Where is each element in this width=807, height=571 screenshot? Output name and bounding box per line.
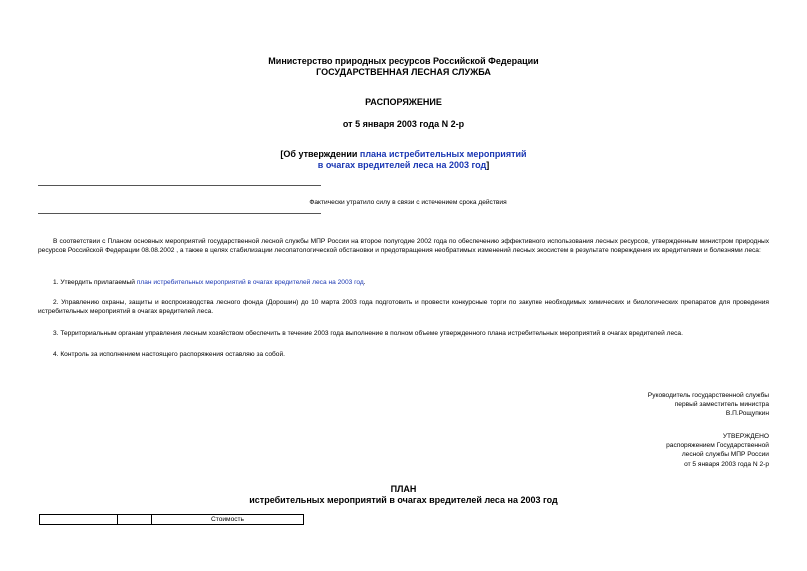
subject-link-line-2[interactable]: в очагах вредителей леса на 2003 год xyxy=(317,160,487,170)
divider-top xyxy=(38,185,321,186)
item1-prefix: 1. Утвердить прилагаемый xyxy=(53,279,137,286)
subject-line-1 xyxy=(0,149,807,160)
approval-line-3: лесной службы МПР России xyxy=(681,451,769,459)
subject-link-line-1[interactable]: плана истребительных мероприятий xyxy=(359,149,527,159)
table-header-row xyxy=(40,515,304,525)
divider-bottom xyxy=(38,213,321,214)
subject-suffix: ] xyxy=(486,160,490,170)
order-item-2: 2. Управлению охраны, защиты и воспроизводства лесного фонда (Дорошин) до 10 марта 2003 года подготовить и провести конкурсные торги по закупке необходимых химических и биологических препаратов для проведения истребительных мероприятий в очагах вредителей леса. xyxy=(38,299,769,316)
ministry-name: Министерство природных ресурсов Российской Федерации xyxy=(268,56,539,66)
table-header-cell-2 xyxy=(118,515,152,525)
order-item-3: 3. Территориальным органам управления лесным хозяйством обеспечить в течение 2003 года выполнение в полном объеме утвержденного плана истребительных мероприятий в очагах вредителей леса. xyxy=(53,330,683,337)
status-note: Фактически утратило силу в связи с истечением срока действия xyxy=(309,199,507,206)
table-header-cell-1 xyxy=(40,515,118,525)
document-header xyxy=(0,56,807,78)
signature-line-1: Руководитель государственной службы xyxy=(647,392,769,399)
plan-title: ПЛАН xyxy=(390,484,417,494)
plan-heading xyxy=(0,484,807,506)
order-subject xyxy=(0,149,807,171)
approval-block xyxy=(666,432,769,469)
approval-line-1: УТВЕРЖДЕНО xyxy=(722,433,769,440)
subject-line-2 xyxy=(0,160,807,171)
approval-line-4: от 5 января 2003 года N 2-р xyxy=(684,460,769,468)
signature-line-2: первый заместитель министра xyxy=(674,401,769,409)
signature-name: В.П.Рощупкин xyxy=(725,410,769,418)
item1-suffix: . xyxy=(363,279,366,286)
order-item-1 xyxy=(38,278,769,287)
order-date: от 5 января 2003 года N 2-р xyxy=(342,119,465,129)
approval-line-2: распоряжением Государственной xyxy=(666,442,769,450)
plan-subtitle: истребительных мероприятий в очагах вредителей леса на 2003 год xyxy=(249,495,558,505)
subject-prefix: [Об утверждении xyxy=(280,149,360,159)
plan-link[interactable]: план истребительных мероприятий в очагах вредителей леса на 2003 год xyxy=(136,279,364,286)
order-type: РАСПОРЯЖЕНИЕ xyxy=(365,97,442,107)
intro-paragraph: В соответствии с Планом основных мероприятий государственной лесной службы МПР России на второе полугодие 2002 года по обеспечению эффективного использования лесных ресурсов, утвержденным министром природных ресурсов Российской Федерации 08.08.2002 , а также в целях стабилизации лесопатологической обстановки и предотвращения необратимых изменений лесных экосистем в результате повреждения их вредителями и болезнями леса: xyxy=(38,238,769,255)
table-header-cost: Стоимость xyxy=(152,515,304,525)
order-item-4: 4. Контроль за исполнением настоящего распоряжения оставляю за собой. xyxy=(53,351,285,358)
plan-table xyxy=(39,514,304,525)
service-name: ГОСУДАРСТВЕННАЯ ЛЕСНАЯ СЛУЖБА xyxy=(316,67,491,77)
signature-block xyxy=(648,391,769,419)
